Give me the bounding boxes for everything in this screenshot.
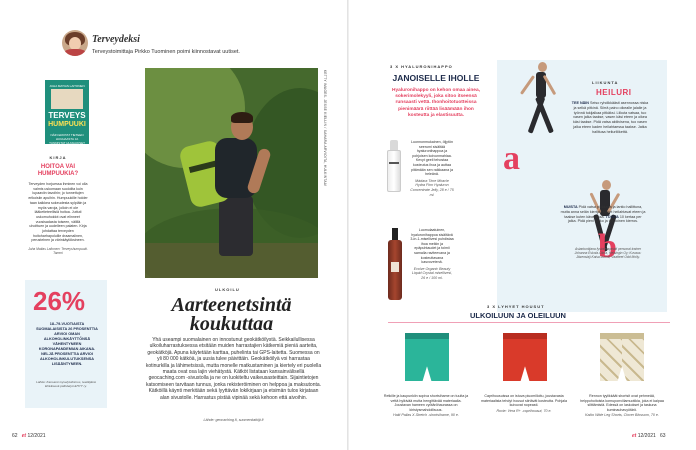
product-2-text: Luomulaatuinen, hyaluronihappoa sisältävä 3-in-1-misellivesi puhdistaa ihoa meikin ja epäpuhtaudet ja toimii samalla raviteevana ja kosteuttavana kasvovetenä.: [410, 228, 454, 265]
article-lead: Yhä useampi suomalainen on innostunut geokätköilystä. Seikkailullisessa ulkoiluharrastuksessa etsitään muiden harrastajien kätkemiä pieniä aarteita, geokätköjä. Apuna käytetään karttaa, puhelinta tai GPS-laitetta. Suomessa on yli 80 000 kätköä, ja uusia tulee päivittäin. Geokätköilyä voi harrastaa kotinurkilla ja lähimetsissä, mutta monelle matkustaminen ja kiertely eri puolella maata ovat osa lajin viehätystä. Kätköt listataan kansainvälisellä geocaching.com -sivustolla ja ne on luokiteltu vaikeusasteittain. Sijaintietojen katsomiseen tarvitaan tunnus, jonka rekisteröiminen on helppoa ja maksutonta. Kätköillä käynti merkitään sekä lyyttävän lokikirjaan ja etsimän tulos kirjataan alan sivustolle. Harrastus pistää vipinää sekä kehoon että aivoihin.: [145, 337, 322, 401]
statistic-value: 26%: [33, 286, 86, 316]
product-1-text: Luonnonmukainen, öljytön seerumi sisältää hyaluronihappoa ja pohjoisen koivunmahlaa. Kevyt geeli tehostaa kosteutus ihoa ja auttaa pitämään sen raikkaana ja heleänä.: [411, 140, 453, 177]
statistic-text: 18–79-VUOTIAISTA SUOMALAISISTA 26 PROSENTTIA ARVIOI OMAN ALKOHOLINKÄYTTÖNSÄ VÄHENTYNEEN KORONAPANDEMIAN AIKANA. NELJÄ PROSENTTIA ARVIOI ALKOHOLINKULUTUKSENSA LISÄÄNTYNEEN.: [36, 322, 98, 366]
hyaluron-title: JANOISELLE IHOLLE: [392, 73, 480, 83]
right-page-number: 63: [659, 433, 666, 439]
photo-credit: [322, 70, 326, 270]
book-title-line1: TERVEYS: [48, 111, 86, 120]
shorts-item-3-text: Rennon tyylikkäät shortsit ovat pehmeää, helppohoitoista kornuponviilamuotikia, joka ei kaipaa silittämistä. Edessä on laskokset ja taskuna kuminauhavyötärö.: [580, 394, 664, 412]
book-kicker: KIRJA: [49, 155, 67, 160]
shorts-floral: [600, 333, 644, 381]
book-author: JUHA MATIAS LAITONEN: [49, 84, 85, 88]
exercise-figure-a: [518, 60, 558, 160]
shorts-kicker: 3 X LYHYET HOUSUT: [487, 304, 545, 309]
exercise-text-3: 10 kertaa per jalka. Pidä pieni tauko ja tee toinen kierros.: [567, 214, 642, 224]
hyaluron-lead: Hyaluronihappo on kehon omaa ainea, sokerimolekyyli, joka sitoo itseensä runsaasti vettä. Ihonhoitotuotteissa pienimäärä riittää lisäämään ihon kosteutta ja elastisuutta.: [392, 88, 480, 118]
shorts-item-3: [578, 394, 666, 418]
exercise-reminders: [560, 205, 646, 224]
article-source: Lähde: geocaching.fi, suomenkatkijt.fi: [203, 418, 264, 422]
right-magazine-logo: et: [632, 433, 637, 439]
statistic-box: [25, 280, 107, 408]
exercise-letter-a: a: [503, 140, 520, 177]
headline-line2: koukuttaa: [189, 313, 274, 335]
product-1: [410, 140, 454, 197]
shorts-item-2-text: Caprihousuissa on istuva piuomilloitu, joustavasta materiaalista tehdyt housut siirtävät kosteutta. Pohjala kuivuvat nopeasti.: [481, 394, 567, 408]
column-header: [62, 30, 342, 70]
exercise-label-1: TEE NÄIN: [571, 101, 589, 105]
left-folio: [12, 433, 46, 439]
headline-line1: Aarteenetsintä: [171, 294, 292, 316]
left-page-number: 62: [12, 433, 18, 439]
exercise-letter-b: b: [598, 228, 617, 265]
shorts-item-1-name: Halti Pallas X-Stretch -shortsihame, 90 e.: [393, 413, 459, 418]
micellar-bottle: [388, 228, 402, 300]
shorts-item-2: [480, 394, 568, 413]
left-magazine-logo: et: [21, 433, 27, 439]
book-cover-photo: [51, 89, 83, 109]
statistic-source: Lähde: Kansanin kyselytutkimus, teetätjänä Ehkäisevä päihdetyö EHYT ry.: [36, 380, 96, 388]
article-headline: [145, 296, 318, 334]
product-2-name: Evolve Organic Beauty Liquid Crystal misellivesi, 26 e / 100 ml.: [411, 266, 453, 280]
exercise-text-1: Seiso ryhdikkäästi asennossa niska ja selkä pitkinä. Siirrä paino oikealle jalalle ja työnnä tukijalkaa pitkäksi. Liikuta vatsaa, tuo vasen jalka taakse, vasen käsi eteen ja oikea käsi taakse. Pidä vatsa aktiivisena, tuo vasen jalka eteen kaden heilahtaessa taakse. Jatka hallitusa heiluriliikettä.: [573, 101, 649, 134]
column-title: Terveydeksi: [92, 34, 140, 45]
shorts-divider: [388, 322, 670, 323]
shorts-item-3-name: Kaiko Wide Leg Shorts, Clover Blossom, 70 e.: [585, 413, 659, 418]
right-folio: [632, 433, 666, 439]
book-body: Terveyden horjuessa ihminen voi olla valmis uskomaan suoloilta kuin lupaaviin tavoihin; jo tunnettujen erikoisiin apuihin. Humpuukille holder taan kaikkea sokeudesta sylpiäin ja myös varoja, jolloin ei ole lääketieteellisiä hoitoa. Juttuti uskomuhoidot ovat elinneet vuosisadasta toiseen, välillä uhoittuen ja uudelleen palaten. Kirja johdattaa terveyden hoitoharhapoluille draamalinen, perustelnen ja värinkäytöksineen.: [28, 182, 88, 243]
product-1-name: Mádara Time Miracle Hydra Firm Hyaluron Concentrate Jelly, 28 e / 75 ml.: [410, 178, 454, 197]
shorts-title: ULKOILUUN JA OLEILUUN: [470, 311, 566, 320]
exercise-text-2: Pidä vatsa piukkana ja lantio hallittuna, mutta anna selän kiertyä. Kädet heilahtavat eteen ja taakse kuten kävellessä.: [560, 205, 646, 219]
shorts-item-2-name: Roxie: Vera R+ -caprihousut, 70 e.: [496, 408, 552, 413]
photo-credit-text: KETTY IMAGES. JESSE KIELLIN / SAHARA ARVIOITA, HULKINTAA!: [323, 70, 327, 187]
book-blurb: NÄIN EROTAT TIETEEN HUUHAASTA JA TUNNISTAT HUIJAUKSET: [49, 133, 85, 145]
column-subtitle: Terveystoimittaja Pirkko Tuominen poimi kiinnostavat uutiset.: [92, 49, 240, 55]
exercise-kicker: LIIKUNTA: [592, 80, 619, 85]
book-review: [28, 155, 88, 256]
capri-red: [503, 333, 547, 381]
shorts-item-1-text: Retkille ja kaupunkiin sopiva shortsihame on tuulta ja vettä hylkivää mutta hengittävää materiaalia. Joustavan hameen vyötäröhaurassa on kiristysmahdollisuus.: [383, 394, 469, 412]
serum-bottle: [387, 140, 401, 192]
exercise-credit: Asiantuntijana fysioterapeutti personal trainer Johanna Eskola-Olma, Helsingin Oy; Kuvaus: Jäsenslaji Kaisa Juuhti, Vaatteet Odd Molly.: [574, 247, 642, 260]
exercise-instructions: [570, 101, 650, 135]
book-caption: Juha Matias Laitonen: Terveyshumpuuki. Tammi: [28, 247, 88, 256]
article-kicker: ULKOILU: [215, 287, 240, 292]
columnist-avatar: [62, 30, 88, 56]
exercise-label-2: MUISTA: [563, 205, 578, 209]
book-title-line2: HUMPUUKI: [48, 121, 86, 128]
page-gutter: [347, 0, 349, 450]
left-issue: 12/2021: [27, 433, 46, 439]
book-heading: HOITOA VAI HUMPUUKIA?: [37, 164, 79, 177]
exercise-title: HEILURI: [596, 88, 632, 97]
shorts-item-1: [382, 394, 470, 418]
hyaluron-kicker: 3 X HYALURONIHAPPO: [390, 64, 453, 69]
product-2: [410, 228, 454, 281]
skort-teal: [405, 333, 449, 381]
hiker-photo: [145, 68, 318, 278]
book-cover: [45, 80, 89, 144]
exercise-label-3: TOISTA: [605, 214, 619, 219]
right-issue: 12/2021: [637, 433, 656, 439]
